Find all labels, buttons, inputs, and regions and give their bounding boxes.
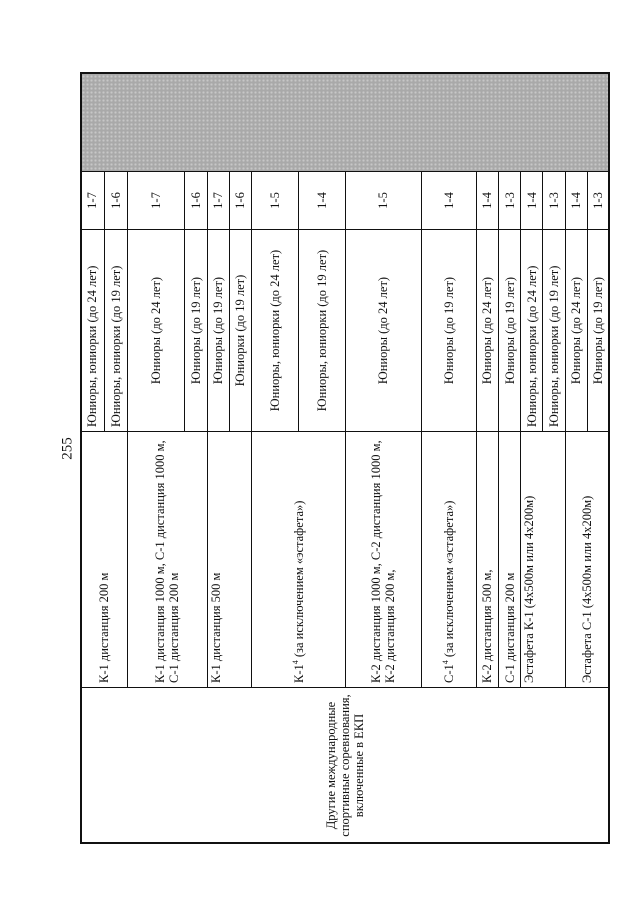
- discipline-cell: К-2 дистанция 500 м,: [476, 432, 498, 688]
- places-cell: 1-7: [81, 172, 105, 230]
- places-cell: 1-4: [565, 172, 587, 230]
- group-cell: Юниоры, юниорки (до 19 лет): [104, 230, 128, 432]
- page-number: 255: [59, 437, 76, 460]
- places-cell: 1-3: [587, 172, 609, 230]
- group-cell: Юниоры (до 19 лет): [207, 230, 229, 432]
- places-cell: 1-3: [498, 172, 520, 230]
- places-cell: 1-7: [207, 172, 229, 230]
- group-cell: Юниоры, юниорки (до 24 лет): [81, 230, 105, 432]
- places-cell: 1-4: [476, 172, 498, 230]
- group-cell: Юниоры (до 19 лет): [587, 230, 609, 432]
- places-cell: 1-7: [128, 172, 185, 230]
- table-row: [81, 72, 105, 844]
- group-cell: Юниоры (до 24 лет): [128, 230, 185, 432]
- discipline-cell: К-2 дистанция 1000 м, С-2 дистанция 1000 м, К-2 дистанция 200 м,: [346, 432, 422, 688]
- discipline-cell: С-1 дистанция 200 м: [498, 432, 520, 688]
- group-cell: Юниоры (до 24 лет): [346, 230, 422, 432]
- places-cell: 1-4: [299, 172, 346, 230]
- discipline-cell: $С-1^4$ (за исключением «эстафета»): [421, 432, 476, 688]
- group-cell: Юниоры, юниорки (до 24 лет): [252, 230, 299, 432]
- places-cell: 1-4: [421, 172, 476, 230]
- shaded-cell: [81, 72, 610, 172]
- group-cell: Юниоры (до 19 лет): [421, 230, 476, 432]
- group-cell: Юниоры (до 19 лет): [498, 230, 520, 432]
- discipline-cell: Эстафета С-1 (4х500м или 4х200м): [565, 432, 609, 688]
- places-cell: 1-4: [521, 172, 543, 230]
- group-cell: Юниоры (до 24 лет): [476, 230, 498, 432]
- places-cell: 1-6: [104, 172, 128, 230]
- category-cell: Другие международные спортивные соревнования, включенные в ЕКП: [81, 688, 610, 844]
- places-cell: 1-5: [346, 172, 422, 230]
- discipline-cell: К-1 дистанция 1000 м, С-1 дистанция 1000 м, С-1 дистанция 200 м: [128, 432, 208, 688]
- discipline-cell: Эстафета К-1 (4х500м или 4х200м): [521, 432, 565, 688]
- group-cell: Юниоры, юниорки (до 19 лет): [543, 230, 565, 432]
- group-cell: Юниоры, юниорки (до 19 лет): [299, 230, 346, 432]
- places-cell: 1-5: [252, 172, 299, 230]
- places-cell: 1-6: [229, 172, 251, 230]
- places-cell: 1-3: [543, 172, 565, 230]
- discipline-cell: К-1 дистанция 500 м: [207, 432, 251, 688]
- rotated-table-area: [80, 72, 610, 844]
- places-cell: 1-6: [185, 172, 207, 230]
- competition-table: [80, 72, 610, 844]
- discipline-cell: К-1 дистанция 200 м: [81, 432, 128, 688]
- group-cell: Юниорки (до 19 лет): [229, 230, 251, 432]
- group-cell: Юниоры (до 24 лет): [565, 230, 587, 432]
- discipline-cell: $К-1^4$ (за исключением «эстафета»): [252, 432, 346, 688]
- group-cell: Юниоры (до 19 лет): [185, 230, 207, 432]
- group-cell: Юниоры, юниорки (до 24 лет): [521, 230, 543, 432]
